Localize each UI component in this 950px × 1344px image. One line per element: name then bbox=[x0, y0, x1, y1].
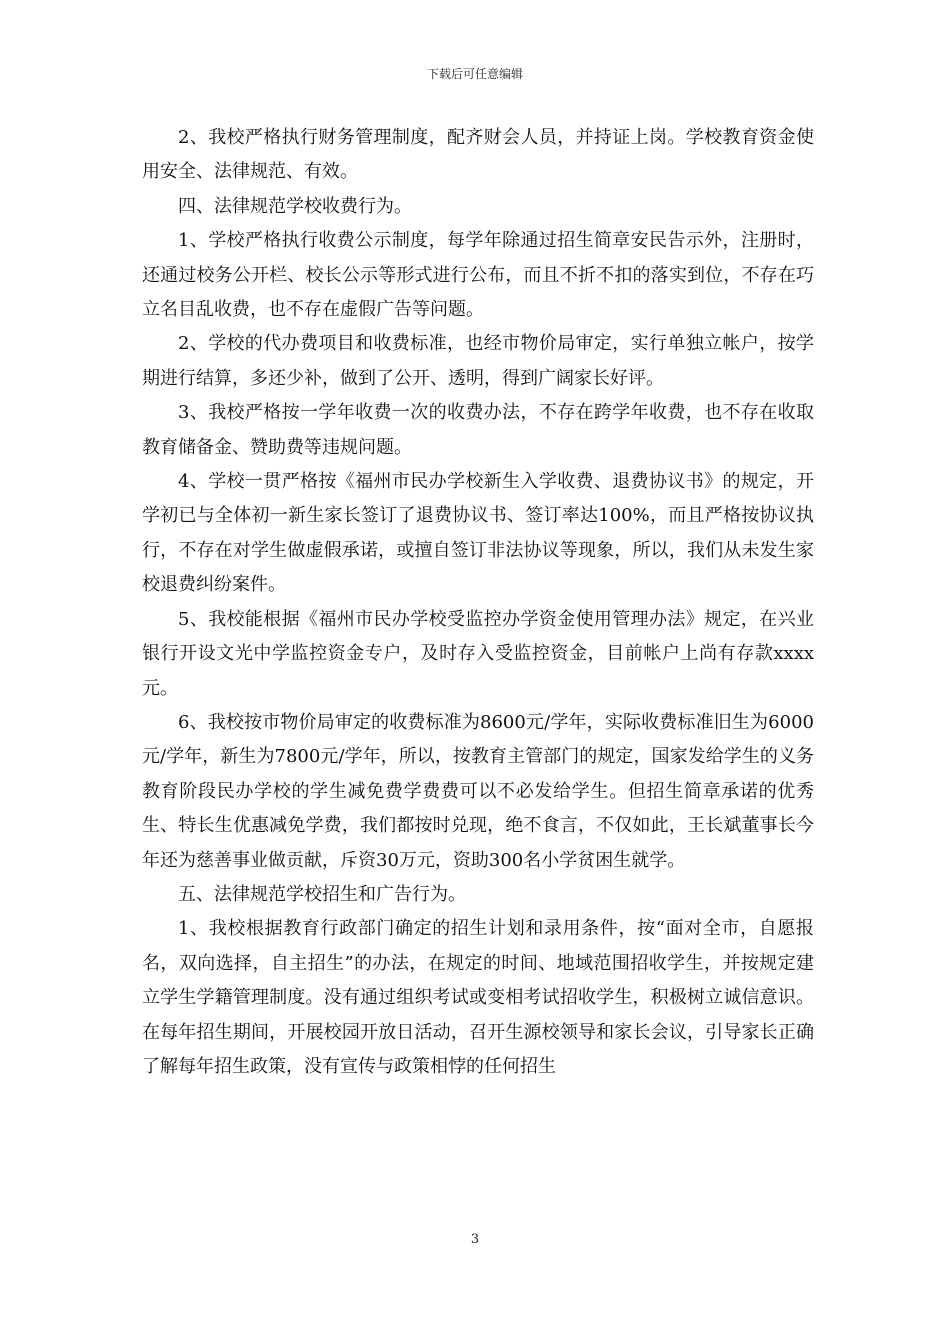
page-number: 3 bbox=[470, 1232, 480, 1247]
section-heading-enrollment: 五、法律规范学校招生和广告行为。 bbox=[178, 883, 466, 905]
page-header: 下载后可任意编辑 bbox=[426, 67, 523, 81]
paragraph-fees-3: 3、我校严格按一学年收费一次的收费办法，不存在跨学年收费，也不存在收取教育储备金、赞助费等违规问题。 bbox=[142, 402, 814, 458]
paragraph-fees-6: 6、我校按市物价局审定的收费标准为8600元/学年，实际收费标准旧生为6000元/学年，新生为7800元/学年，所以，按教育主管部门的规定，国家发给学生的义务教育阶段民办学校的学生减免费学费费可以不必发给学生。但招生简章承诺的优秀生、特长生优惠减免学费，我们都按时兑现，绝不食言，不仅如此，王长斌董事长今年还为慈善事业做贡献，斥资30万元，资助300名小学贫困生就学。 bbox=[142, 711, 814, 871]
paragraph-fees-5: 5、我校能根据《福州市民办学校受监控办学资金使用管理办法》规定，在兴业银行开设文光中学监控资金专户，及时存入受监控资金，目前帐户上尚有存款xxxx元。 bbox=[142, 608, 814, 699]
paragraph-finance-2: 2、我校严格执行财务管理制度，配齐财会人员，并持证上岗。学校教育资金使用安全、法律规范、有效。 bbox=[142, 127, 814, 183]
paragraph-fees-2: 2、学校的代办费项目和收费标准，也经市物价局审定，实行单独立帐户，按学期进行结算，多还少补，做到了公开、透明，得到广阔家长好评。 bbox=[142, 333, 814, 389]
paragraph-fees-4: 4、学校一贯严格按《福州市民办学校新生入学收费、退费协议书》的规定，开学初已与全体初一新生家长签订了退费协议书、签订率达100%，而且严格按协议执行，不存在对学生做虚假承诺，或擅自签订非法协议等现象，所以，我们从未发生家校退费纠纷案件。 bbox=[142, 471, 814, 596]
section-heading-fees: 四、法律规范学校收费行为。 bbox=[178, 195, 412, 217]
document-body bbox=[142, 121, 814, 1084]
paragraph-enrollment-1: 1、我校根据教育行政部门确定的招生计划和录用条件，按“面对全市，自愿报名，双向选择，自主招生”的办法，在规定的时间、地域范围招收学生，并按规定建立学生学籍管理制度。没有通过组织考试或变相考试招收学生，积极树立诚信意识。在每年招生期间，开展校园开放日活动，召开生源校领导和家长会议，引导家长正确了解每年招生政策，没有宣传与政策相悖的任何招生 bbox=[142, 918, 814, 1077]
paragraph-fees-1: 1、学校严格执行收费公示制度，每学年除通过招生简章安民告示外，注册时，还通过校务公开栏、校长公示等形式进行公布，而且不折不扣的落实到位，不存在巧立名目乱收费，也不存在虚假广告等问题。 bbox=[142, 230, 814, 321]
